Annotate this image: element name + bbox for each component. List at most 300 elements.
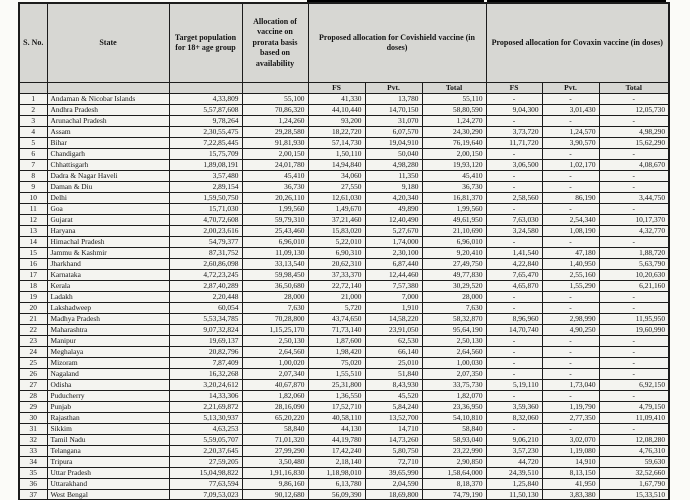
cell-covishield-fs: 1,55,510 [308,368,365,379]
cell-covishield-pvt: 7,000 [365,291,422,302]
cell-covishield-fs: 20,62,310 [308,258,365,269]
table-row [19,236,669,247]
cell-state: Uttar Pradesh [47,467,169,478]
cell-state: Bihar [47,137,169,148]
cell-covaxin-pvt: 2,54,340 [542,214,599,225]
cell-covaxin-fs: 7,65,470 [486,269,542,280]
cell-state: Madhya Pradesh [47,313,169,324]
cell-sno: 12 [19,214,47,225]
cell-sno: 2 [19,104,47,115]
cell-covaxin-total: - [599,423,669,434]
cell-sno: 16 [19,258,47,269]
cell-covaxin-pvt: 1,73,040 [542,379,599,390]
cell-covishield-total: 9,20,410 [422,247,486,258]
cell-covishield-pvt: 39,65,990 [365,467,422,478]
cell-target-population: 3,57,480 [169,170,242,181]
cell-sno: 8 [19,170,47,181]
cell-covaxin-total: 1,88,720 [599,247,669,258]
cell-covaxin-pvt: 1,55,290 [542,280,599,291]
cell-covishield-pvt: 1,74,000 [365,236,422,247]
table-row [19,291,669,302]
cell-covishield-fs: 93,200 [308,115,365,126]
subheader-covaxin-pvt: Pvt. [542,83,599,94]
cell-target-population: 19,69,137 [169,335,242,346]
cell-covishield-fs: 1,87,600 [308,335,365,346]
cell-covishield-pvt: 7,57,380 [365,280,422,291]
table-row [19,467,669,478]
cell-covishield-fs: 2,18,140 [308,456,365,467]
cell-prorata-allocation: 25,43,460 [242,225,308,236]
cell-prorata-allocation: 11,09,130 [242,247,308,258]
cell-covishield-total: 55,110 [422,93,486,104]
cell-prorata-allocation: 2,64,560 [242,346,308,357]
cell-state: Uttarakhand [47,478,169,489]
cell-covishield-total: 23,22,990 [422,445,486,456]
cell-covishield-total: 1,58,64,000 [422,467,486,478]
cell-covishield-fs: 27,550 [308,181,365,192]
cell-covaxin-fs: 14,70,740 [486,324,542,335]
cell-sno: 18 [19,280,47,291]
table-row [19,379,669,390]
cell-covishield-fs: 44,10,440 [308,104,365,115]
cell-covaxin-total: 11,09,410 [599,412,669,423]
cell-sno: 33 [19,445,47,456]
cell-covaxin-fs: 11,50,130 [486,489,542,500]
cell-covishield-fs: 6,90,310 [308,247,365,258]
cell-prorata-allocation: 1,99,560 [242,203,308,214]
cell-state: Andhra Pradesh [47,104,169,115]
col-header-covishield-group: Proposed allocation for Covishield vaccine (in doses) [308,3,486,83]
cell-covishield-fs: 5,22,010 [308,236,365,247]
subheader-covishield-total: Total [422,83,486,94]
cell-covishield-pvt: 19,04,910 [365,137,422,148]
cell-state: Chhattisgarh [47,159,169,170]
cell-target-population: 2,21,69,872 [169,401,242,412]
cell-prorata-allocation: 70,86,320 [242,104,308,115]
table-row [19,412,669,423]
cell-sno: 20 [19,302,47,313]
cell-covaxin-fs: - [486,335,542,346]
cell-covaxin-fs: 3,24,580 [486,225,542,236]
cell-covaxin-pvt: 47,180 [542,247,599,258]
cell-covishield-pvt: 50,040 [365,148,422,159]
cell-covishield-total: 23,36,950 [422,401,486,412]
cell-sno: 29 [19,401,47,412]
cell-covaxin-pvt: 86,190 [542,192,599,203]
cell-covishield-total: 21,10,690 [422,225,486,236]
cell-state: Karnataka [47,269,169,280]
cell-covishield-fs: 44,130 [308,423,365,434]
cell-target-population: 4,70,72,608 [169,214,242,225]
cell-covaxin-fs: - [486,291,542,302]
cell-prorata-allocation: 3,50,480 [242,456,308,467]
cell-covishield-fs: 1,36,550 [308,390,365,401]
cell-covaxin-fs: - [486,423,542,434]
cell-covaxin-total: 6,92,150 [599,379,669,390]
col-header-sno: S. No. [19,3,47,83]
table-row [19,346,669,357]
cell-covaxin-total: 4,79,150 [599,401,669,412]
cell-covishield-total: 1,82,070 [422,390,486,401]
table-row [19,269,669,280]
cell-covaxin-pvt: 3,01,430 [542,104,599,115]
cell-target-population: 5,57,87,608 [169,104,242,115]
cell-covaxin-total: - [599,236,669,247]
cell-covaxin-pvt: 1,08,190 [542,225,599,236]
cell-prorata-allocation: 6,96,010 [242,236,308,247]
cell-prorata-allocation: 2,00,150 [242,148,308,159]
cell-prorata-allocation: 27,99,290 [242,445,308,456]
cell-covishield-total: 74,79,190 [422,489,486,500]
cell-prorata-allocation: 71,01,320 [242,434,308,445]
cell-sno: 28 [19,390,47,401]
cell-covishield-fs: 6,13,780 [308,478,365,489]
cell-covishield-total: 49,61,950 [422,214,486,225]
cell-sno: 4 [19,126,47,137]
cell-covaxin-fs: 3,73,720 [486,126,542,137]
cell-covishield-total: 33,75,730 [422,379,486,390]
cell-covaxin-fs: - [486,148,542,159]
cell-covaxin-pvt: 14,910 [542,456,599,467]
cell-covaxin-total: 12,05,730 [599,104,669,115]
table-row [19,93,669,104]
cell-covaxin-pvt: - [542,335,599,346]
cell-sno: 10 [19,192,47,203]
cell-covaxin-pvt: - [542,423,599,434]
cell-covaxin-total: 4,98,290 [599,126,669,137]
cell-covishield-fs: 1,98,420 [308,346,365,357]
cell-prorata-allocation: 59,98,450 [242,269,308,280]
cell-covaxin-total: 10,17,370 [599,214,669,225]
table-header [19,3,669,93]
cell-state: Meghalaya [47,346,169,357]
cell-target-population: 2,89,154 [169,181,242,192]
cell-covishield-total: 95,64,190 [422,324,486,335]
cell-covishield-pvt: 14,710 [365,423,422,434]
cell-covaxin-pvt: 1,24,570 [542,126,599,137]
cell-prorata-allocation: 59,79,310 [242,214,308,225]
cell-prorata-allocation: 70,28,800 [242,313,308,324]
cell-covaxin-fs: - [486,368,542,379]
cell-covaxin-fs: - [486,390,542,401]
cell-covaxin-total: 4,08,670 [599,159,669,170]
cell-state: Telangana [47,445,169,456]
cell-covaxin-pvt: 2,98,990 [542,313,599,324]
cell-covaxin-total: - [599,148,669,159]
cell-sno: 32 [19,434,47,445]
cell-covishield-pvt: 6,07,570 [365,126,422,137]
cell-state: Dadra & Nagar Haveli [47,170,169,181]
cell-covaxin-total: - [599,115,669,126]
table-row [19,456,669,467]
cell-covaxin-pvt: - [542,390,599,401]
cell-covishield-fs: 22,72,140 [308,280,365,291]
cell-covishield-pvt: 66,140 [365,346,422,357]
cell-state: Delhi [47,192,169,203]
header-row [19,3,669,83]
cell-covaxin-total: - [599,357,669,368]
cell-prorata-allocation: 28,16,090 [242,401,308,412]
cell-covaxin-fs: 44,720 [486,456,542,467]
cell-sno: 14 [19,236,47,247]
cell-covishield-fs: 56,09,390 [308,489,365,500]
table-row [19,258,669,269]
cell-covaxin-total: - [599,170,669,181]
cell-covaxin-pvt: - [542,93,599,104]
cell-sno: 31 [19,423,47,434]
cell-state: Haryana [47,225,169,236]
cell-covaxin-pvt: - [542,170,599,181]
cell-sno: 5 [19,137,47,148]
col-header-prorata-allocation: Allocation of vaccine on prorata basis based on availability [242,3,308,83]
cell-sno: 13 [19,225,47,236]
cell-state: Puducherry [47,390,169,401]
cell-prorata-allocation: 91,81,930 [242,137,308,148]
cell-covishield-fs: 71,73,140 [308,324,365,335]
cell-covaxin-total: 32,52,660 [599,467,669,478]
cell-state: Lakshadweep [47,302,169,313]
cell-target-population: 2,20,37,645 [169,445,242,456]
cell-covaxin-pvt: - [542,291,599,302]
subheader-empty-state [47,83,169,94]
cell-covishield-pvt: 14,58,220 [365,313,422,324]
cell-covaxin-pvt: 1,40,950 [542,258,599,269]
cell-prorata-allocation: 55,100 [242,93,308,104]
cell-covishield-pvt: 14,70,150 [365,104,422,115]
cell-prorata-allocation: 1,91,16,830 [242,467,308,478]
cell-covishield-total: 1,00,030 [422,357,486,368]
cell-covishield-fs: 18,22,720 [308,126,365,137]
cell-covaxin-fs: 3,57,230 [486,445,542,456]
table-row [19,148,669,159]
table-row [19,335,669,346]
table-row [19,247,669,258]
cell-covaxin-fs: - [486,302,542,313]
cell-covaxin-fs: - [486,236,542,247]
table-row [19,181,669,192]
cell-covaxin-total: 5,63,790 [599,258,669,269]
cell-state: West Bengal [47,489,169,500]
cell-covaxin-total: - [599,203,669,214]
table-row [19,390,669,401]
cell-prorata-allocation: 65,20,220 [242,412,308,423]
cell-covishield-total: 28,000 [422,291,486,302]
cell-covishield-total: 2,90,850 [422,456,486,467]
cell-covaxin-pvt: - [542,357,599,368]
cell-sno: 22 [19,324,47,335]
cell-state: Punjab [47,401,169,412]
cell-covishield-fs: 1,18,98,010 [308,467,365,478]
cell-prorata-allocation: 1,82,060 [242,390,308,401]
cell-covaxin-pvt: - [542,115,599,126]
cell-covaxin-total: 10,20,630 [599,269,669,280]
cell-covishield-fs: 5,720 [308,302,365,313]
cell-covishield-total: 58,32,870 [422,313,486,324]
cell-covishield-fs: 44,19,780 [308,434,365,445]
cell-covaxin-total: - [599,335,669,346]
cell-sno: 7 [19,159,47,170]
cell-state: Sikkim [47,423,169,434]
cell-covishield-fs: 1,49,670 [308,203,365,214]
cell-covaxin-fs: 11,71,720 [486,137,542,148]
cell-covishield-pvt: 8,43,930 [365,379,422,390]
cell-covaxin-pvt: - [542,148,599,159]
table-row [19,423,669,434]
cell-covaxin-pvt: 1,02,170 [542,159,599,170]
cell-prorata-allocation: 9,86,160 [242,478,308,489]
cell-covishield-pvt: 2,30,100 [365,247,422,258]
cell-covishield-pvt: 12,40,490 [365,214,422,225]
subheader-row [19,83,669,94]
table-row [19,280,669,291]
cell-covishield-pvt: 13,780 [365,93,422,104]
cell-prorata-allocation: 20,26,110 [242,192,308,203]
cell-covishield-fs: 75,020 [308,357,365,368]
table-row [19,445,669,456]
cell-sno: 27 [19,379,47,390]
cell-target-population: 15,71,030 [169,203,242,214]
cell-target-population: 5,13,30,937 [169,412,242,423]
cell-covishield-pvt: 5,80,750 [365,445,422,456]
cell-covaxin-pvt: 1,19,790 [542,401,599,412]
cell-covaxin-pvt: 41,950 [542,478,599,489]
table-row [19,401,669,412]
cell-covishield-pvt: 18,69,800 [365,489,422,500]
cell-sno: 37 [19,489,47,500]
cell-prorata-allocation: 1,24,260 [242,115,308,126]
cell-target-population: 77,63,594 [169,478,242,489]
cell-prorata-allocation: 28,000 [242,291,308,302]
cell-prorata-allocation: 33,13,540 [242,258,308,269]
table-body [19,93,669,500]
cell-covaxin-pvt: 2,55,160 [542,269,599,280]
cell-covaxin-pvt: - [542,302,599,313]
table-row [19,324,669,335]
cell-covishield-fs: 37,33,370 [308,269,365,280]
cell-sno: 23 [19,335,47,346]
cell-state: Arunachal Pradesh [47,115,169,126]
cell-covishield-fs: 17,42,240 [308,445,365,456]
cell-covishield-total: 2,07,350 [422,368,486,379]
cell-state: Goa [47,203,169,214]
cell-covishield-total: 16,81,370 [422,192,486,203]
cell-covishield-total: 54,10,810 [422,412,486,423]
cell-prorata-allocation: 2,07,340 [242,368,308,379]
cell-covaxin-fs: 7,63,030 [486,214,542,225]
cell-covaxin-pvt: - [542,368,599,379]
cell-sno: 35 [19,467,47,478]
cell-covaxin-total: 15,33,510 [599,489,669,500]
cell-target-population: 9,78,264 [169,115,242,126]
cell-sno: 1 [19,93,47,104]
cell-covishield-total: 36,730 [422,181,486,192]
cell-covaxin-total: 59,630 [599,456,669,467]
cell-sno: 11 [19,203,47,214]
cell-covishield-pvt: 49,890 [365,203,422,214]
cell-state: Kerala [47,280,169,291]
cell-covaxin-fs: 9,04,300 [486,104,542,115]
col-header-covaxin-group: Proposed allocation for Covaxin vaccine (in doses) [486,3,669,83]
cell-covishield-total: 49,77,830 [422,269,486,280]
cell-target-population: 1,59,50,750 [169,192,242,203]
vaccine-allocation-table [18,2,670,500]
cell-covishield-pvt: 5,27,670 [365,225,422,236]
table-row [19,478,669,489]
cell-covaxin-total: - [599,390,669,401]
cell-covaxin-fs: 3,06,500 [486,159,542,170]
cell-sno: 17 [19,269,47,280]
cell-prorata-allocation: 29,28,580 [242,126,308,137]
cell-covishield-pvt: 6,87,440 [365,258,422,269]
cell-covaxin-pvt: 2,77,350 [542,412,599,423]
cell-state: Rajasthan [47,412,169,423]
cell-target-population: 5,59,05,707 [169,434,242,445]
cell-state: Jammu & Kashmir [47,247,169,258]
cell-covaxin-total: - [599,368,669,379]
cell-state: Jharkhand [47,258,169,269]
cell-covaxin-total: - [599,93,669,104]
cell-target-population: 1,89,08,191 [169,159,242,170]
cell-prorata-allocation: 2,50,130 [242,335,308,346]
cell-covaxin-pvt: 3,90,570 [542,137,599,148]
table-row [19,357,669,368]
cell-state: Odisha [47,379,169,390]
cell-state: Mizoram [47,357,169,368]
cell-covishield-total: 1,24,270 [422,115,486,126]
cell-sno: 3 [19,115,47,126]
cell-covaxin-fs: 24,39,510 [486,467,542,478]
cell-covaxin-fs: 4,22,840 [486,258,542,269]
cell-covaxin-fs: 1,25,840 [486,478,542,489]
cell-covaxin-fs: 3,59,360 [486,401,542,412]
cell-covaxin-pvt: 1,19,080 [542,445,599,456]
cell-covishield-total: 19,93,120 [422,159,486,170]
cell-target-population: 9,07,32,824 [169,324,242,335]
cell-state: Chandigarh [47,148,169,159]
cell-covaxin-pvt: 8,13,150 [542,467,599,478]
cell-covaxin-pvt: - [542,181,599,192]
cell-covishield-pvt: 12,44,460 [365,269,422,280]
cell-target-population: 7,22,85,445 [169,137,242,148]
cell-target-population: 2,87,40,289 [169,280,242,291]
subheader-covaxin-fs: FS [486,83,542,94]
cell-state: Tamil Nadu [47,434,169,445]
cell-covishield-total: 7,630 [422,302,486,313]
cell-covaxin-total: 4,32,770 [599,225,669,236]
cell-covaxin-fs: 9,06,210 [486,434,542,445]
table-row [19,203,669,214]
cell-target-population: 7,09,53,023 [169,489,242,500]
cell-sno: 9 [19,181,47,192]
cell-target-population: 16,32,268 [169,368,242,379]
col-header-state: State [47,3,169,83]
subheader-covaxin-total: Total [599,83,669,94]
subheader-covishield-pvt: Pvt. [365,83,422,94]
cell-sno: 26 [19,368,47,379]
cell-target-population: 87,31,752 [169,247,242,258]
cell-target-population: 27,59,205 [169,456,242,467]
cell-state: Manipur [47,335,169,346]
subheader-empty-target [169,83,242,94]
cell-state: Himachal Pradesh [47,236,169,247]
cell-target-population: 4,33,809 [169,93,242,104]
cell-prorata-allocation: 36,730 [242,181,308,192]
cell-covaxin-total: 15,62,290 [599,137,669,148]
cell-prorata-allocation: 45,410 [242,170,308,181]
table-row [19,170,669,181]
cell-covaxin-pvt: - [542,236,599,247]
cell-covishield-total: 45,410 [422,170,486,181]
